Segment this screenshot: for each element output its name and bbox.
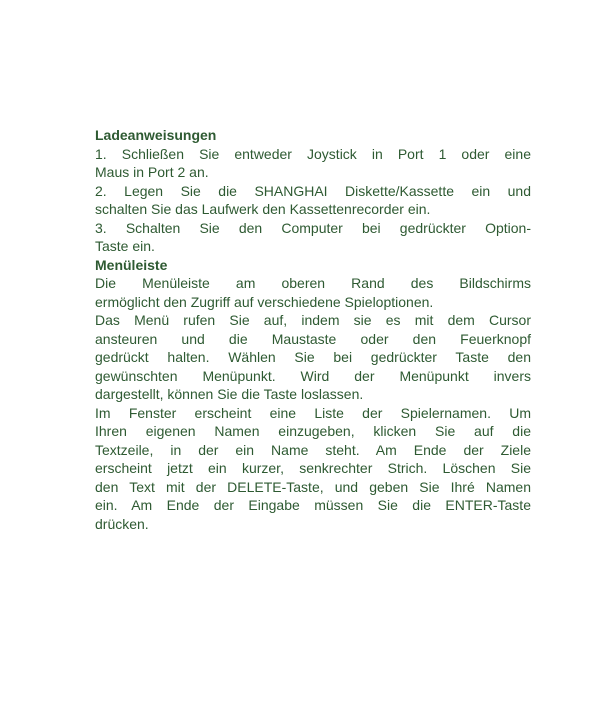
text-line: gewünschten Menüpunkt. Wird der Menüpunkt invers	[95, 367, 531, 384]
text-line: gedrückt halten. Wählen Sie bei gedrückter Taste den	[95, 349, 531, 365]
text-line: Ihren eigenen Namen einzugeben, klicken Sie auf die	[95, 423, 531, 439]
instructions-text	[95, 126, 531, 533]
text-line: Textzeile, in der ein Name steht. Am Ende der Ziele	[95, 441, 531, 458]
text-line: 2. Legen Sie die SHANGHAI Diskette/Kassette ein und	[95, 182, 531, 199]
text-line: den Text mit der DELETE-Taste, und geben Sie Ihré Namen	[95, 478, 531, 495]
text-line: Die Menüleiste am oberen Rand des Bildschirms	[95, 275, 531, 291]
text-line: schalten Sie das Laufwerk den Kassettenrecorder ein.	[95, 201, 431, 217]
heading-ladeanweisungen: Ladeanweisungen	[95, 127, 217, 143]
text-line: drücken.	[95, 515, 149, 532]
text-line: ansteuren und die Maustaste oder den Feuerknopf	[95, 330, 531, 347]
text-line: 3. Schalten Sie den Computer bei gedrückter Option-	[95, 219, 531, 236]
text-line: ein. Am Ende der Eingabe müssen Sie die ENTER-Taste	[95, 497, 531, 513]
text-line: erscheint jetzt ein kurzer, senkrechter Strich. Löschen Sie	[95, 460, 531, 476]
text-line: 1. Schließen Sie entweder Joystick in Port 1 oder eine	[95, 145, 531, 162]
text-line: Maus in Port 2 an.	[95, 164, 209, 180]
text-line: Das Menü rufen Sie auf, indem sie es mit dem Cursor	[95, 312, 531, 328]
text-line: dargestellt, können Sie die Taste loslassen.	[95, 386, 364, 402]
text-line: Im Fenster erscheint eine Liste der Spielernamen. Um	[95, 404, 531, 421]
heading-menueleiste: Menüleiste	[95, 256, 168, 273]
text-line: ermöglicht den Zugriff auf verschiedene Spieloptionen.	[95, 293, 434, 310]
text-line: Taste ein.	[95, 238, 155, 254]
